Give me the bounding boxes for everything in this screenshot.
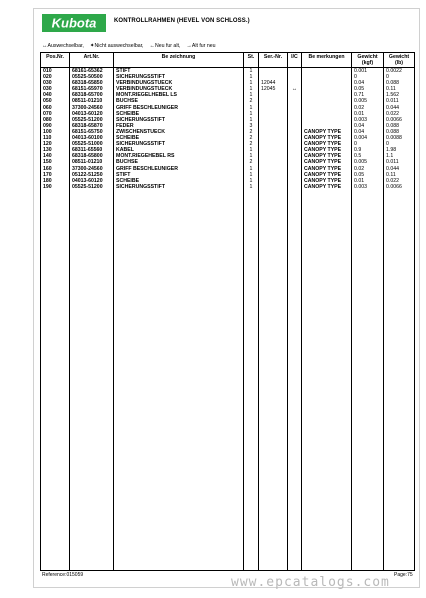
weight-lb-cell: 0.011 [384, 159, 415, 165]
weight-lb-cell: 0.044 [384, 105, 415, 111]
legend [42, 43, 216, 49]
weight-kgf-cell: 0.04 [352, 123, 384, 129]
qty-cell: 2 [244, 98, 259, 104]
legend-symbol-icon: ↔ [42, 43, 48, 49]
art-cell: 08511-01210 [70, 98, 114, 104]
art-cell: 05525-50500 [70, 74, 114, 80]
name-cell: STIFT [114, 68, 244, 75]
empty-cell [114, 190, 244, 571]
pos-cell: 150 [41, 159, 70, 165]
qty-cell: 2 [244, 159, 259, 165]
art-cell: 68318-65850 [70, 80, 114, 86]
serial-cell [259, 68, 288, 75]
ic-cell: ↔ [288, 86, 302, 92]
qty-cell: 1 [244, 166, 259, 172]
qty-cell: 1 [244, 147, 259, 153]
col-header-art: Art.Nr. [70, 53, 114, 68]
pos-cell: 190 [41, 184, 70, 190]
weight-kgf-cell: 0.005 [352, 159, 384, 165]
art-cell: 68318-65870 [70, 123, 114, 129]
name-cell: VERBINDUNGSTUECK [114, 80, 244, 86]
weight-lb-cell: 0 [384, 141, 415, 147]
col-header-weight-lb: Gewicht (lb) [384, 53, 415, 68]
qty-cell: 1 [244, 178, 259, 184]
pos-cell: 180 [41, 178, 70, 184]
page-number: Page:75 [394, 572, 413, 578]
weight-kgf-cell: 0.001 [352, 68, 384, 75]
name-cell: VERBINDUNGSTUECK [114, 86, 244, 92]
qty-cell: 1 [244, 153, 259, 159]
weight-lb-cell: 1.1 [384, 153, 415, 159]
pos-cell: 060 [41, 105, 70, 111]
serial-cell: 12044 [259, 80, 288, 86]
qty-cell: 1 [244, 92, 259, 98]
qty-cell: 1 [244, 184, 259, 190]
qty-cell: 1 [244, 74, 259, 80]
pos-cell: 070 [41, 111, 70, 117]
name-cell: SICHERUNGSSTIFT [114, 141, 244, 147]
name-cell: SCHEIBE [114, 135, 244, 141]
qty-cell: 1 [244, 68, 259, 75]
pos-cell: 140 [41, 153, 70, 159]
legend-item [90, 43, 144, 49]
qty-cell: 1 [244, 117, 259, 123]
legend-label: Nicht auswechselbar, [94, 43, 144, 49]
name-cell: STIFT [114, 172, 244, 178]
legend-label: Neu fur alt, [154, 43, 181, 49]
remarks-cell: CANOPY TYPE [302, 159, 352, 165]
remarks-cell: CANOPY TYPE [302, 184, 352, 190]
remarks-cell: CANOPY TYPE [302, 166, 352, 172]
art-cell: 05525-51000 [70, 141, 114, 147]
qty-cell: 2 [244, 135, 259, 141]
pos-cell: 010 [41, 68, 70, 75]
legend-item [186, 43, 215, 49]
art-cell: 05525-51200 [70, 184, 114, 190]
weight-lb-cell: 0.0066 [384, 117, 415, 123]
empty-cell [41, 190, 70, 571]
art-cell: 04013-60100 [70, 135, 114, 141]
name-cell: BUCHSE [114, 98, 244, 104]
logo-text: Kubota [51, 15, 97, 31]
empty-cell [288, 190, 302, 571]
art-cell: 68151-65750 [70, 129, 114, 135]
col-header-serial: Ser.-Nr. [259, 53, 288, 68]
pos-cell: 110 [41, 135, 70, 141]
weight-lb-cell: 0.022 [384, 178, 415, 184]
qty-cell: 2 [244, 129, 259, 135]
name-cell: SCHEIBE [114, 178, 244, 184]
art-cell: 04013-60120 [70, 111, 114, 117]
weight-kgf-cell: 0.004 [352, 135, 384, 141]
ic-cell [288, 68, 302, 75]
weight-lb-cell: 0.088 [384, 123, 415, 129]
name-cell: SCHEIBE [114, 111, 244, 117]
remarks-cell: CANOPY TYPE [302, 178, 352, 184]
name-cell: GRIFF BESCHLEUNIGER [114, 105, 244, 111]
weight-lb-cell: 1.98 [384, 147, 415, 153]
weight-lb-cell: 0.11 [384, 86, 415, 92]
remarks-cell: CANOPY TYPE [302, 141, 352, 147]
weight-lb-cell: 0.0022 [384, 68, 415, 75]
document-title: KONTROLLRAHMEN (HEVEL VON SCHLOSS.) [114, 18, 250, 24]
legend-label: Alt fur neu [191, 43, 216, 49]
legend-symbol-icon: ✦ [89, 43, 95, 49]
remarks-cell: CANOPY TYPE [302, 135, 352, 141]
empty-cell [70, 190, 114, 571]
col-header-ic: I/C [288, 53, 302, 68]
weight-kgf-cell: 0.9 [352, 147, 384, 153]
name-cell: KABEL [114, 147, 244, 153]
legend-symbol-icon: ← [149, 43, 155, 49]
weight-kgf-cell: 0.04 [352, 129, 384, 135]
qty-cell: 2 [244, 141, 259, 147]
col-header-remarks: Be merkungen [302, 53, 352, 68]
name-cell: GRIFF BESCHLEUNIGER [114, 166, 244, 172]
weight-lb-cell: 1.562 [384, 92, 415, 98]
weight-kgf-cell: 0 [352, 74, 384, 80]
table-row [41, 68, 415, 75]
col-header-weight-kgf: Gewicht (kgf) [352, 53, 384, 68]
qty-cell: 1 [244, 172, 259, 178]
name-cell: MONT.RIEGEHEBEL RS [114, 153, 244, 159]
table-header-row [41, 53, 415, 68]
col-header-name: Be zeichnung [114, 53, 244, 68]
col-header-qty: St. [244, 53, 259, 68]
pos-cell: 030 [41, 86, 70, 92]
art-cell: 37300-24560 [70, 166, 114, 172]
weight-kgf-cell: 0.003 [352, 117, 384, 123]
qty-cell: 3 [244, 123, 259, 129]
pos-cell: 050 [41, 98, 70, 104]
table-filler-row [41, 190, 415, 571]
pos-cell: 100 [41, 129, 70, 135]
qty-cell: 1 [244, 86, 259, 92]
weight-kgf-cell: 0.02 [352, 105, 384, 111]
qty-cell: 1 [244, 105, 259, 111]
empty-cell [259, 190, 288, 571]
pos-cell: 170 [41, 172, 70, 178]
weight-kgf-cell: 0.5 [352, 153, 384, 159]
pos-cell: 020 [41, 74, 70, 80]
kubota-logo [42, 14, 106, 32]
art-cell: 68161-65362 [70, 68, 114, 75]
empty-cell [244, 190, 259, 571]
art-cell: 04013-60120 [70, 178, 114, 184]
weight-lb-cell: 0.11 [384, 172, 415, 178]
qty-cell: 1 [244, 80, 259, 86]
serial-cell: 12045 [259, 86, 288, 92]
weight-kgf-cell: 0.05 [352, 172, 384, 178]
pos-cell: 090 [41, 123, 70, 129]
weight-kgf-cell: 0.05 [352, 86, 384, 92]
pos-cell: 160 [41, 166, 70, 172]
art-cell: 68318-65700 [70, 92, 114, 98]
name-cell: SICHERUNGSSTIFT [114, 74, 244, 80]
weight-lb-cell: 0.022 [384, 111, 415, 117]
name-cell: FEDER [114, 123, 244, 129]
parts-table [40, 52, 415, 571]
empty-cell [384, 190, 415, 571]
pos-cell: 120 [41, 141, 70, 147]
weight-kgf-cell: 0.04 [352, 80, 384, 86]
weight-kgf-cell: 0.71 [352, 92, 384, 98]
pos-cell: 080 [41, 117, 70, 123]
art-cell: 05525-51200 [70, 117, 114, 123]
weight-lb-cell: 0.044 [384, 166, 415, 172]
weight-kgf-cell: 0.01 [352, 111, 384, 117]
watermark-link[interactable]: www.epcatalogs.com [231, 575, 390, 590]
legend-label: Auswechselbar, [47, 43, 84, 49]
weight-lb-cell: 0.088 [384, 80, 415, 86]
pos-cell: 040 [41, 92, 70, 98]
weight-lb-cell: 0.011 [384, 98, 415, 104]
name-cell: ZWISCHENSTUECK [114, 129, 244, 135]
art-cell: 05122-51250 [70, 172, 114, 178]
weight-lb-cell: 0.0066 [384, 184, 415, 190]
weight-kgf-cell: 0.02 [352, 166, 384, 172]
reference-number: Reference:015059 [42, 572, 84, 578]
weight-lb-cell: 0.0088 [384, 135, 415, 141]
remarks-cell: CANOPY TYPE [302, 147, 352, 153]
weight-kgf-cell: 0 [352, 141, 384, 147]
pos-cell: 030 [41, 80, 70, 86]
art-cell: 68151-65970 [70, 86, 114, 92]
legend-item [149, 43, 180, 49]
remarks-cell: CANOPY TYPE [302, 129, 352, 135]
remarks-cell: CANOPY TYPE [302, 172, 352, 178]
remarks-cell [302, 68, 352, 75]
legend-item [42, 43, 84, 49]
col-header-pos: Pos.Nr. [41, 53, 70, 68]
art-cell: 08511-01210 [70, 159, 114, 165]
weight-lb-cell: 0.088 [384, 129, 415, 135]
art-cell: 68318-65800 [70, 153, 114, 159]
empty-cell [352, 190, 384, 571]
name-cell: MONT.RIEGELHEBEL LS [114, 92, 244, 98]
pos-cell: 130 [41, 147, 70, 153]
weight-kgf-cell: 0.005 [352, 98, 384, 104]
weight-kgf-cell: 0.01 [352, 178, 384, 184]
art-cell: 37300-24560 [70, 105, 114, 111]
name-cell: SICHERUNGSSTIFT [114, 184, 244, 190]
name-cell: SICHERUNGSSTIFT [114, 117, 244, 123]
name-cell: BUCHSE [114, 159, 244, 165]
remarks-cell: CANOPY TYPE [302, 153, 352, 159]
art-cell: 68311-65560 [70, 147, 114, 153]
legend-symbol-icon: → [186, 43, 192, 49]
qty-cell: 1 [244, 111, 259, 117]
weight-lb-cell: 0 [384, 74, 415, 80]
weight-kgf-cell: 0.003 [352, 184, 384, 190]
empty-cell [302, 190, 352, 571]
